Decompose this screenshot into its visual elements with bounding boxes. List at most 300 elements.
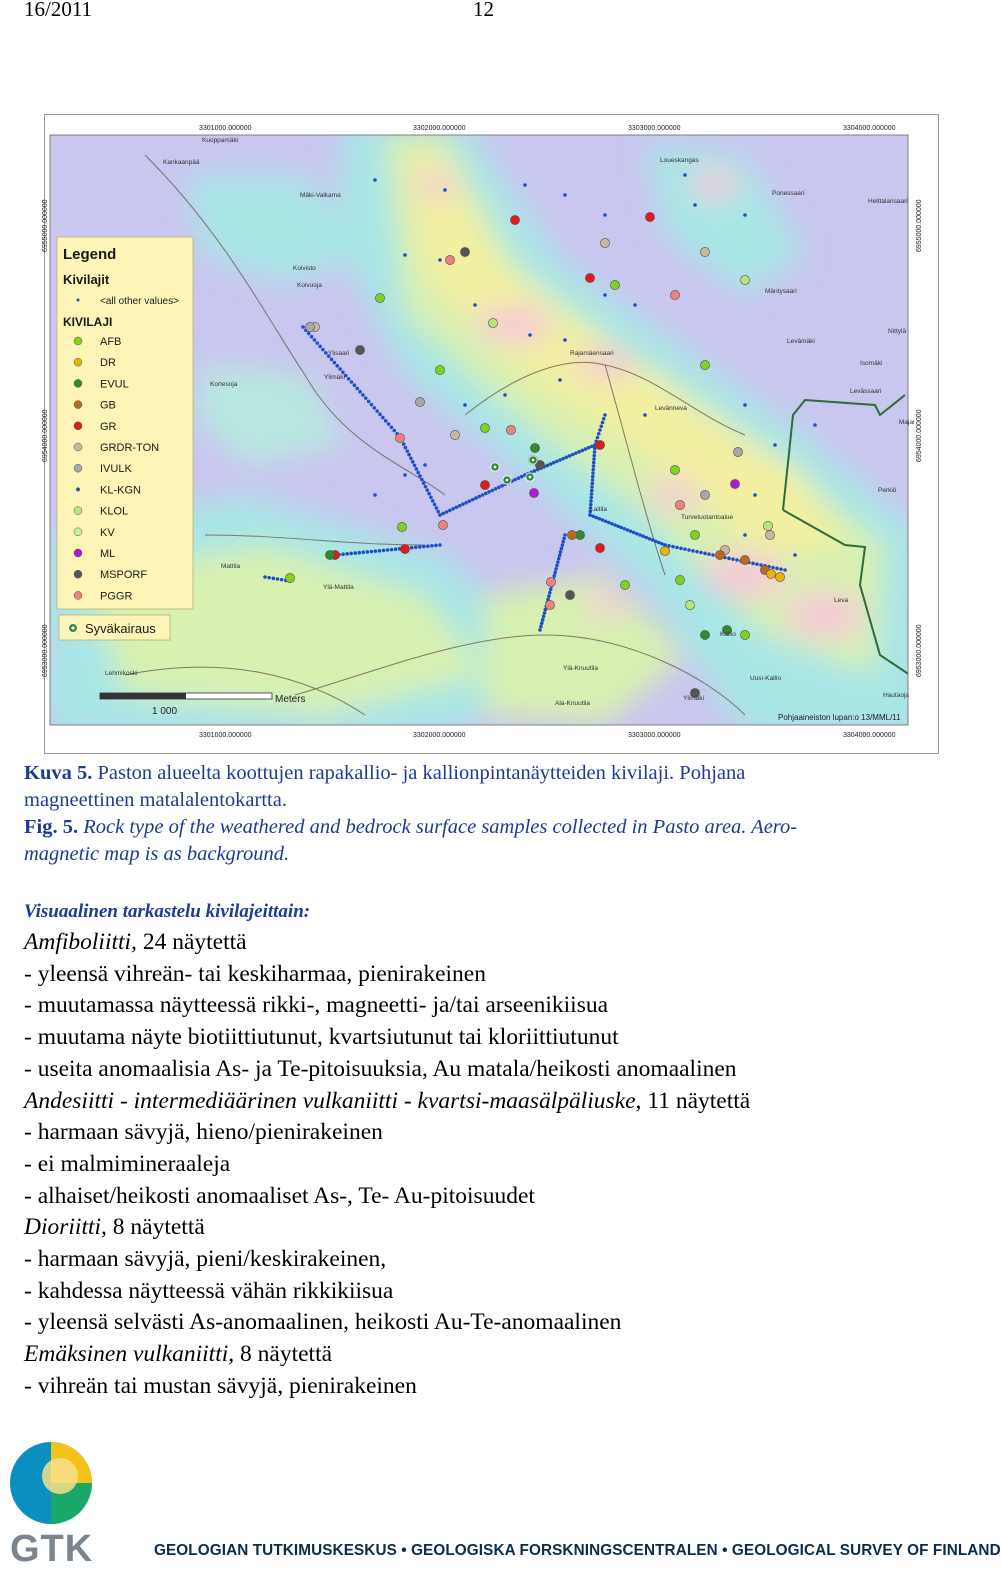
sample-point: [361, 551, 365, 555]
sample-point: [429, 495, 433, 499]
sample-point: [783, 568, 787, 572]
place-name: Levänneva: [655, 405, 687, 412]
sample-evul: [325, 550, 334, 559]
sample-point: [335, 364, 339, 368]
sample-dr: [766, 569, 775, 578]
sample-point: [577, 450, 581, 454]
legend-field: KIVILAJI: [63, 315, 113, 329]
sample-point: [497, 486, 501, 490]
legend-label: KV: [100, 526, 115, 539]
sample-point: [644, 536, 648, 540]
sample-point: [471, 498, 475, 502]
sample-klol: [763, 521, 772, 530]
sample-point: [613, 523, 617, 527]
sample-point: [330, 358, 334, 362]
sample-point: [626, 528, 630, 532]
sample-point: [675, 546, 679, 550]
sample-point: [451, 507, 455, 511]
sample-point: [561, 457, 565, 461]
sample-point: [445, 510, 449, 514]
sample-point: [602, 417, 606, 421]
sample-gr: [585, 273, 594, 282]
coord-top: 3303000.000000: [628, 125, 681, 132]
sample-pggr: [546, 577, 555, 586]
legend-symbol-evul: [74, 379, 82, 387]
sample-point: [361, 393, 365, 397]
legend-label: MSPORF: [100, 569, 148, 582]
sample-point: [307, 332, 311, 336]
legend-symbol-dr: [74, 358, 82, 366]
sample-point: [699, 551, 703, 555]
page-number: 12: [473, 0, 494, 21]
sample-point: [367, 400, 371, 404]
sample-point: [318, 345, 322, 349]
sample-point: [473, 303, 477, 307]
legend-title: Legend: [63, 246, 117, 263]
sample-point: [591, 478, 595, 482]
sample-afb: [670, 465, 679, 474]
sample-ivulk: [415, 397, 424, 406]
place-name: Ponessaari: [772, 190, 805, 197]
sample-point: [562, 537, 566, 541]
sample-pggr: [395, 433, 404, 442]
coord-right: 6953000.000000: [916, 624, 923, 677]
sample-point: [438, 513, 442, 517]
sample-evul: [530, 443, 539, 452]
sample-point: [541, 618, 545, 622]
sample-point: [599, 424, 603, 428]
place-name: Uusi-Kallio: [750, 675, 782, 682]
sample-point: [373, 406, 377, 410]
sample-point: [355, 387, 359, 391]
place-name: Majal: [899, 419, 915, 426]
caption-en-label: Fig. 5.: [24, 816, 79, 838]
sample-point: [373, 493, 377, 497]
section-subhead: Visuaalinen tarkastelu kivilajeittain:: [24, 901, 311, 922]
sample-pggr: [670, 290, 679, 299]
sample-point: [604, 519, 608, 523]
sample-point: [415, 467, 419, 471]
sample-point: [357, 551, 361, 555]
coord-bottom: 3302000.000000: [413, 732, 466, 739]
sample-point: [635, 532, 639, 536]
sample-point: [539, 625, 543, 629]
sample-point: [341, 552, 345, 556]
sample-point: [392, 429, 396, 433]
sample-point: [370, 403, 374, 407]
place-name: Mattila: [221, 563, 241, 570]
sample-point: [353, 383, 357, 387]
sample-gr: [480, 480, 489, 489]
sample-point: [601, 421, 605, 425]
sample-point: [280, 578, 284, 582]
sample-point: [587, 446, 591, 450]
sample-point: [409, 456, 413, 460]
sample-point: [813, 423, 817, 427]
sample-point: [654, 539, 658, 543]
sample-point: [589, 496, 593, 500]
sample-point: [554, 567, 558, 571]
sample-point: [310, 335, 314, 339]
sample-point: [731, 557, 735, 561]
sample-point: [565, 455, 569, 459]
sample-point: [349, 552, 353, 556]
sample-point: [549, 462, 553, 466]
legend-symbol-kv: [74, 528, 82, 536]
place-name: Ylisaari: [328, 350, 350, 357]
rock-andesiitti: Andesiitti - intermediäärinen vulkaniitti - kvartsi-maasälpäliuske,: [24, 1087, 642, 1114]
sample-afb: [375, 293, 384, 302]
sample-point: [657, 541, 661, 545]
body-line: - alhaiset/heikosti anomaaliset As-, Te- Au-pitoisuudet: [24, 1182, 535, 1209]
sample-point: [315, 341, 319, 345]
sample-point: [540, 621, 544, 625]
legend-label: KLOL: [100, 505, 129, 518]
sample-point: [484, 492, 488, 496]
sample-point: [481, 493, 485, 497]
sample-point: [560, 547, 564, 551]
sample-point: [517, 476, 521, 480]
sample-point: [426, 544, 430, 548]
place-name: Loueskangas: [660, 157, 699, 164]
sample-point: [387, 422, 391, 426]
legend-symbol-gr: [74, 422, 82, 430]
sample-gb: [715, 550, 724, 559]
place-name: Heittalansaari: [868, 198, 908, 205]
legend-symbol-ivulk: [74, 464, 82, 472]
aeromagnetic-map: [44, 114, 939, 754]
sample-point: [743, 403, 747, 407]
sample-point: [683, 173, 687, 177]
sample-point: [638, 533, 642, 537]
sample-point: [418, 474, 422, 478]
body-line: - muutamassa näytteessä rikki-, magneetti- ja/tai arseenikiisua: [24, 992, 609, 1019]
sample-point: [353, 551, 357, 555]
sample-point: [691, 549, 695, 553]
caption-en-text-2: magnetic map is as background.: [24, 843, 290, 865]
legend-symbol-grdr-ton: [74, 443, 82, 451]
legend-symbol-klol: [74, 507, 82, 515]
sample-point: [513, 478, 517, 482]
sample-point: [591, 514, 595, 518]
figure-caption: [24, 760, 934, 868]
sample-point: [390, 425, 394, 429]
sample-point: [553, 571, 557, 575]
sample-point: [263, 575, 267, 579]
legend-label: GB: [100, 399, 116, 412]
sample-point: [402, 442, 406, 446]
sample-point: [520, 475, 524, 479]
sample-point: [414, 546, 418, 550]
sample-point: [338, 367, 342, 371]
sample-point: [418, 545, 422, 549]
sample-point: [592, 464, 596, 468]
scale-label: 1 000: [152, 706, 178, 717]
rock-emaksinen-vulkaniitti: Emäksinen vulkaniitti,: [24, 1341, 235, 1368]
place-name: Mäntysaari: [765, 288, 797, 295]
sample-point: [370, 550, 374, 554]
legend-other-symbol: [77, 299, 80, 302]
sample-grdr-ton: [765, 530, 774, 539]
sample-point: [568, 454, 572, 458]
sample-afb: [397, 522, 406, 531]
sample-point: [629, 529, 633, 533]
sample-point: [477, 495, 481, 499]
sample-point: [548, 591, 552, 595]
legend-label: PGGR: [100, 590, 133, 603]
sample-point: [443, 188, 447, 192]
sample-point: [727, 557, 731, 561]
sample-point: [793, 553, 797, 557]
sample-point: [610, 522, 614, 526]
sample-point: [589, 499, 593, 503]
sample-point: [272, 577, 276, 581]
coord-left: 6953000.000000: [42, 624, 49, 677]
sample-point: [543, 611, 547, 615]
legend-symbol-msporf: [74, 570, 82, 578]
body-text: [24, 897, 934, 1403]
map-copyright: Pohjaaineiston lupan:o 13/MML/11: [778, 713, 901, 722]
sample-point: [503, 393, 507, 397]
sample-point: [590, 482, 594, 486]
sample-point: [593, 450, 597, 454]
sample-point: [561, 540, 565, 544]
coord-bottom: 3304000.000000: [843, 732, 896, 739]
sample-grdr-ton: [600, 238, 609, 247]
sample-point: [591, 468, 595, 472]
sample-point: [591, 475, 595, 479]
sample-point: [561, 543, 565, 547]
sample-point: [441, 512, 445, 516]
sample-point: [425, 488, 429, 492]
sample-point: [276, 577, 280, 581]
sample-point: [597, 432, 601, 436]
place-name: Koivisto: [293, 265, 316, 272]
sample-pggr: [506, 425, 515, 434]
sample-ml: [529, 488, 538, 497]
place-name: Levämäki: [787, 338, 815, 345]
sample-point: [773, 443, 777, 447]
place-name: Mäki-Valkama: [300, 192, 341, 199]
sample-msporf: [565, 590, 574, 599]
sample-point: [430, 544, 434, 548]
legend-symbol-gb: [74, 401, 82, 409]
sample-point: [679, 547, 683, 551]
sample-klol: [685, 600, 694, 609]
body-line: - useita anomaalisia As- ja Te-pitoisuuksia, Au matala/heikosti anomaalinen: [24, 1055, 737, 1082]
sample-afb: [690, 530, 699, 539]
sample-point: [549, 587, 553, 591]
sample-point: [660, 542, 664, 546]
sample-pggr: [438, 520, 447, 529]
place-name: Ylä-Knuutila: [563, 665, 599, 672]
sample-afb: [285, 573, 294, 582]
sample-point: [431, 499, 435, 503]
sample-point: [448, 509, 452, 513]
place-name: Lehmikoski: [105, 670, 138, 677]
sample-pggr: [545, 600, 554, 609]
sample-point: [434, 544, 438, 548]
sample-point: [404, 446, 408, 450]
sample-point: [632, 531, 636, 535]
rock-amfiboliitti-count: 24 näytettä: [136, 929, 247, 955]
place-name: Kortesoja: [210, 381, 238, 388]
sample-point: [378, 413, 382, 417]
sample-point: [558, 458, 562, 462]
body-line: - harmaan sävyjä, pieni/keskirakeinen,: [24, 1246, 387, 1273]
legend-symbol-ml: [74, 549, 82, 557]
sample-point: [695, 550, 699, 554]
sample-point: [648, 537, 652, 541]
caption-fi-text: Paston alueelta koottujen rapakallio- ja kallionpintanäytteiden kivilaji. Pohjana: [97, 762, 746, 784]
sample-point: [590, 489, 594, 493]
legend-label: GRDR-TON: [100, 442, 160, 454]
rock-emaksinen-count: 8 näytettä: [234, 1341, 333, 1368]
sample-point: [596, 436, 600, 440]
sample-point: [436, 510, 440, 514]
place-name: Perkiö: [878, 487, 897, 494]
sample-point: [438, 543, 442, 547]
sample-pggr: [445, 255, 454, 264]
sample-point: [711, 553, 715, 557]
sample-point: [403, 473, 407, 477]
issue-number: 16/2011: [24, 0, 93, 21]
place-name: Laitila: [590, 506, 607, 513]
sample-point: [491, 489, 495, 493]
sample-point: [461, 502, 465, 506]
sample-point: [603, 293, 607, 297]
sample-point: [755, 562, 759, 566]
sample-point: [366, 550, 370, 554]
sample-point: [588, 513, 592, 517]
caption-fi-text-2: magneettinen matalalentokartta.: [24, 789, 287, 811]
coord-right: 6955000.000000: [916, 199, 923, 252]
sample-point: [779, 567, 783, 571]
sample-gr: [595, 543, 604, 552]
place-name: Rajamäensaari: [570, 350, 614, 357]
gtk-wordmark: GTK: [10, 1528, 94, 1570]
sample-point: [643, 413, 647, 417]
sample-point: [707, 552, 711, 556]
sample-point: [563, 338, 567, 342]
sample-point: [556, 560, 560, 564]
sample-point: [598, 517, 602, 521]
sample-msporf: [355, 345, 364, 354]
sample-point: [373, 178, 377, 182]
sample-point: [580, 449, 584, 453]
sample-point: [594, 516, 598, 520]
sample-point: [416, 471, 420, 475]
sample-point: [542, 615, 546, 619]
sample-point: [333, 361, 337, 365]
sample-ml: [730, 479, 739, 488]
sample-point: [413, 464, 417, 468]
sample-ivulk: [305, 322, 314, 331]
body-line: - vihreän tai mustan sävyjä, pienirakeinen: [24, 1372, 417, 1399]
coord-left: 6954000.000000: [42, 409, 49, 462]
sample-point: [427, 492, 431, 496]
sample-point: [382, 549, 386, 553]
place-name: Ylä-Mattila: [323, 584, 354, 591]
sample-point: [411, 460, 415, 464]
sample-point: [438, 258, 442, 262]
sample-point: [590, 492, 594, 496]
drill-legend-label: Syväkairaus: [85, 621, 156, 636]
sample-point: [552, 461, 556, 465]
sample-point: [386, 548, 390, 552]
rock-dioriitti: Dioriitti,: [24, 1214, 107, 1241]
sample-afb: [620, 580, 629, 589]
sample-point: [422, 481, 426, 485]
sample-klol: [488, 318, 497, 327]
sample-point: [301, 325, 305, 329]
legend-symbol-kl-kgn: [76, 488, 80, 492]
sample-point: [574, 451, 578, 455]
sample-ivulk: [733, 447, 742, 456]
sample-point: [422, 545, 426, 549]
sample-point: [435, 506, 439, 510]
sample-afb: [435, 365, 444, 374]
sample-point: [584, 447, 588, 451]
sample-point: [345, 552, 349, 556]
place-name: Ylimäki: [324, 374, 345, 381]
sample-point: [753, 493, 757, 497]
sample-point: [703, 552, 707, 556]
sample-point: [616, 524, 620, 528]
sample-point: [350, 380, 354, 384]
sample-point: [592, 454, 596, 458]
rock-amfiboliitti: Amfiboliitti,: [24, 929, 137, 955]
sample-point: [410, 546, 414, 550]
sample-point: [591, 471, 595, 475]
sample-point: [743, 533, 747, 537]
sample-point: [494, 487, 498, 491]
sample-point: [423, 463, 427, 467]
sample-afb: [480, 423, 489, 432]
sample-point: [381, 416, 385, 420]
sample-point: [743, 213, 747, 217]
place-name: Nittylä: [888, 328, 907, 335]
body-line: - yleensä vihreän- tai keskiharmaa, pienirakeinen: [24, 960, 486, 987]
map-legend: [57, 237, 193, 609]
place-name: Koivuoja: [297, 282, 322, 289]
sample-point: [533, 469, 537, 473]
sample-point: [403, 253, 407, 257]
sample-point: [523, 183, 527, 187]
sample-point: [775, 567, 779, 571]
place-name: Ala-Knuutila: [555, 700, 591, 707]
sample-point: [623, 527, 627, 531]
sample-point: [374, 549, 378, 553]
sample-gb: [740, 555, 749, 564]
sample-point: [598, 428, 602, 432]
sample-point: [641, 534, 645, 538]
place-name: Isomäki: [860, 360, 883, 367]
sample-point: [651, 538, 655, 542]
legend-label: EVUL: [100, 378, 129, 391]
place-name: Turvetuotantoalue: [681, 514, 734, 521]
sample-point: [407, 453, 411, 457]
sample-point: [558, 378, 562, 382]
sample-ivulk: [700, 490, 709, 499]
sample-klol: [740, 275, 749, 284]
sample-point: [607, 521, 611, 525]
sample-pggr: [675, 500, 684, 509]
sample-gb: [567, 530, 576, 539]
legend-group: Kivilajit: [63, 272, 110, 287]
sample-point: [545, 464, 549, 468]
sample-point: [603, 213, 607, 217]
